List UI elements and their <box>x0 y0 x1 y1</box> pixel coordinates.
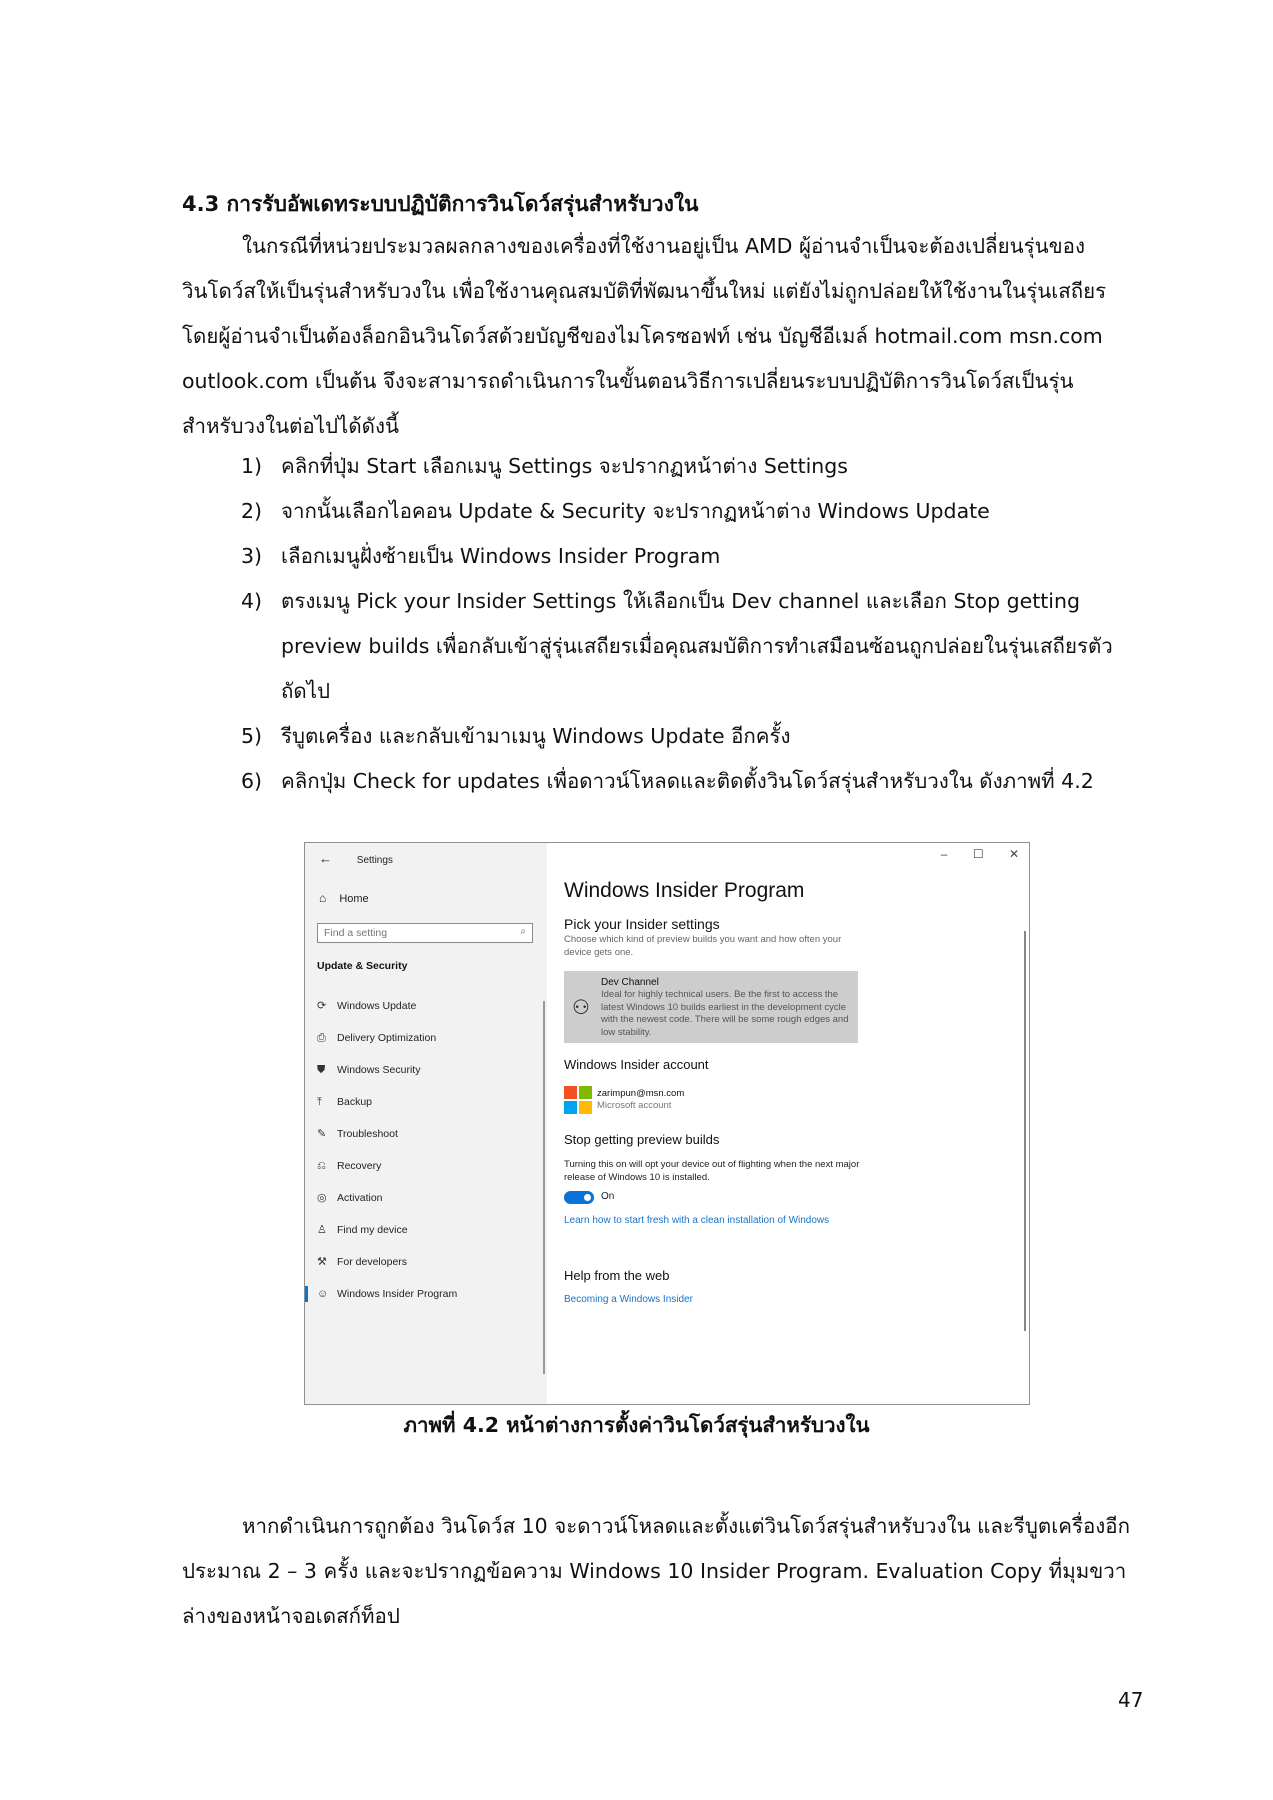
step-item <box>241 444 1156 489</box>
sidebar-item-find-my-device[interactable] <box>317 1220 537 1240</box>
nav-label: Windows Update <box>337 1000 417 1012</box>
step-text: เลือกเมนูฝั่งซ้ายเป็น Windows Insider Program <box>281 544 721 568</box>
nav-label: Troubleshoot <box>337 1128 398 1140</box>
nav-label: For developers <box>337 1256 408 1268</box>
nav-label: Delivery Optimization <box>337 1032 437 1044</box>
developer-tools-icon: ⚒ <box>317 1256 327 1268</box>
account-email: zarimpun@msn.com <box>597 1088 685 1099</box>
nav-label: Activation <box>337 1192 383 1204</box>
closing-line: หากดำเนินการถูกต้อง วินโดว์ส 10 จะดาวน์โหลดและตั้งแต่วินโดว์สรุ่นสำหรับวงใน และรีบูตเครื่องอีก <box>242 1514 1131 1538</box>
page-number: 47 <box>1118 1688 1144 1712</box>
window-controls <box>919 847 1019 861</box>
step-text: ตรงเมนู Pick your Insider Settings ให้เลือกเป็น Dev channel และเลือก Stop getting <box>281 589 1081 613</box>
delivery-icon: ⎙ <box>317 1032 326 1044</box>
back-arrow-icon[interactable]: ← <box>319 851 332 866</box>
nav-label: Windows Insider Program <box>337 1288 458 1300</box>
sidebar-item-windows-security[interactable] <box>317 1060 537 1080</box>
wrench-icon: ✎ <box>317 1128 327 1140</box>
intro-line: ในกรณีที่หน่วยประมวลผลกลางของเครื่องที่ใช้งานอยู่เป็น AMD ผู้อ่านจำเป็นจะต้องเปลี่ยนรุ่นของ <box>242 234 1085 258</box>
sidebar-item-backup[interactable] <box>317 1092 537 1112</box>
step-item <box>241 579 1156 714</box>
home-icon: ⌂ <box>319 891 327 905</box>
settings-sidebar <box>305 843 547 1404</box>
step-text: ถัดไป <box>281 679 331 703</box>
sidebar-item-delivery-optimization[interactable] <box>317 1028 537 1048</box>
step-item <box>241 759 1156 804</box>
step-number: 3) <box>241 544 263 568</box>
sidebar-item-troubleshoot[interactable] <box>317 1124 537 1144</box>
toggle-state-label: On <box>601 1191 615 1202</box>
window-title: Settings <box>356 855 393 866</box>
microsoft-logo-icon <box>564 1086 592 1114</box>
shield-icon: ⛊ <box>317 1064 326 1076</box>
sidebar-item-activation[interactable] <box>317 1188 537 1208</box>
close-icon[interactable]: ✕ <box>1008 847 1019 861</box>
section-heading: 4.3 การรับอัพเดทระบบปฏิบัติการวินโดว์สรุ่นสำหรับวงใน <box>182 192 699 216</box>
maximize-icon[interactable]: ☐ <box>972 847 984 861</box>
step-text: คลิกที่ปุ่ม Start เลือกเมนู Settings จะปรากฏหน้าต่าง Settings <box>281 454 848 478</box>
nav-label: Backup <box>337 1096 373 1108</box>
stop-builds-description: Turning this on will opt your device out of flighting when the next major release of Windows 10 is installed. <box>564 1159 860 1183</box>
sidebar-item-for-developers[interactable] <box>317 1252 537 1272</box>
sidebar-item-windows-update[interactable] <box>317 996 537 1016</box>
step-item <box>241 534 1156 579</box>
channel-description: Ideal for highly technical users. Be the first to access the latest Windows 10 builds earliest in the development cycle with the newest code. There will be some rough edges and low stability. <box>601 989 849 1038</box>
steps-list <box>241 444 1156 804</box>
step-number: 5) <box>241 724 263 748</box>
channel-name: Dev Channel <box>601 977 659 988</box>
find-setting-search[interactable] <box>317 923 533 943</box>
pick-settings-description: Choose which kind of preview builds you want and how often your device gets one. <box>564 934 842 958</box>
stop-builds-heading: Stop getting preview builds <box>564 1132 720 1147</box>
nav-label: Find my device <box>337 1224 408 1236</box>
step-item <box>241 714 1156 759</box>
step-number: 6) <box>241 769 263 793</box>
intro-line: โดยผู้อ่านจำเป็นต้องล็อกอินวินโดว์สด้วยบัญชีของไมโครซอฟท์ เช่น บัญชีอีเมล์ hotmail.com msn.com <box>182 324 1103 348</box>
step-text: จากนั้นเลือกไอคอน Update & Security จะปรากฏหน้าต่าง Windows Update <box>281 499 990 523</box>
insider-account-heading: Windows Insider account <box>564 1057 709 1072</box>
sidebar-item-windows-insider-program[interactable] <box>317 1284 537 1304</box>
step-number: 2) <box>241 499 263 523</box>
sidebar-scrollbar[interactable] <box>543 1001 545 1374</box>
refresh-icon: ⟳ <box>317 1000 327 1012</box>
intro-line: วินโดว์สให้เป็นรุ่นสำหรับวงใน เพื่อใช้งานคุณสมบัติที่พัฒนาขึ้นใหม่ แต่ยังไม่ถูกปล่อยให้ใช้งานในรุ่นเสถียร <box>182 279 1107 303</box>
nav-label: Windows Security <box>337 1064 421 1076</box>
closing-line: ประมาณ 2 – 3 ครั้ง และจะปรากฏข้อความ Windows 10 Insider Program. Evaluation Copy ที่มุมขวา <box>182 1559 1127 1583</box>
section-title: Update & Security <box>317 960 408 972</box>
search-icon[interactable]: ⌕ <box>520 926 526 937</box>
account-type: Microsoft account <box>597 1100 672 1111</box>
minimize-icon[interactable]: – <box>940 847 948 861</box>
ninja-cat-icon: ☺ <box>317 1288 329 1300</box>
sidebar-item-recovery[interactable] <box>317 1156 537 1176</box>
settings-content <box>547 843 1029 1404</box>
step-text: รีบูตเครื่อง และกลับเข้ามาเมนู Windows Update อีกครั้ง <box>281 724 791 748</box>
intro-paragraph <box>182 224 1154 449</box>
pick-settings-heading: Pick your Insider settings <box>564 916 720 932</box>
page-title: Windows Insider Program <box>564 879 805 902</box>
intro-line: outlook.com เป็นต้น จึงจะสามารถดำเนินการในขั้นตอนวิธีการเปลี่ยนระบบปฏิบัติการวินโดว์สเป็นรุ่น <box>182 369 1074 393</box>
home-label: Home <box>339 893 369 905</box>
step-number: 1) <box>241 454 263 478</box>
sidebar-item-home[interactable] <box>319 891 369 905</box>
nav-label: Recovery <box>337 1160 382 1172</box>
closing-paragraph <box>182 1504 1154 1639</box>
check-circle-icon: ◎ <box>317 1192 327 1204</box>
insider-person-icon: ⚇ <box>572 997 590 1019</box>
search-input[interactable] <box>324 926 504 940</box>
help-heading: Help from the web <box>564 1268 670 1283</box>
dev-channel-option[interactable] <box>564 971 858 1043</box>
title-bar <box>319 851 393 866</box>
step-number: 4) <box>241 589 263 613</box>
step-text: preview builds เพื่อกลับเข้าสู่รุ่นเสถียรเมื่อคุณสมบัติการทำเสมือนซ้อนถูกปล่อยในรุ่นเสถียรตัว <box>281 634 1113 658</box>
clean-install-link[interactable]: Learn how to start fresh with a clean installation of Windows <box>564 1215 830 1226</box>
upload-arrow-icon: ⤒ <box>317 1096 322 1108</box>
person-pin-icon: ♙ <box>317 1224 327 1236</box>
intro-line: สำหรับวงในต่อไปได้ดังนี้ <box>182 414 400 438</box>
step-item <box>241 489 1156 534</box>
step-text: คลิกปุ่ม Check for updates เพื่อดาวน์โหลดและติดตั้งวินโดว์สรุ่นสำหรับวงใน ดังภาพที่ 4.2 <box>281 769 1094 793</box>
closing-line: ล่างของหน้าจอเดสก์ท็อป <box>182 1604 400 1628</box>
account-info[interactable] <box>597 1088 684 1112</box>
settings-window-figure <box>304 842 1030 1405</box>
stop-builds-toggle[interactable] <box>564 1191 594 1204</box>
content-scrollbar[interactable] <box>1024 931 1026 1331</box>
figure-caption: ภาพที่ 4.2 หน้าต่างการตั้งค่าวินโดว์สรุ่นสำหรับวงใน <box>403 1413 870 1437</box>
becoming-insider-link[interactable]: Becoming a Windows Insider <box>564 1294 693 1305</box>
recovery-icon: ⎌ <box>317 1160 326 1172</box>
